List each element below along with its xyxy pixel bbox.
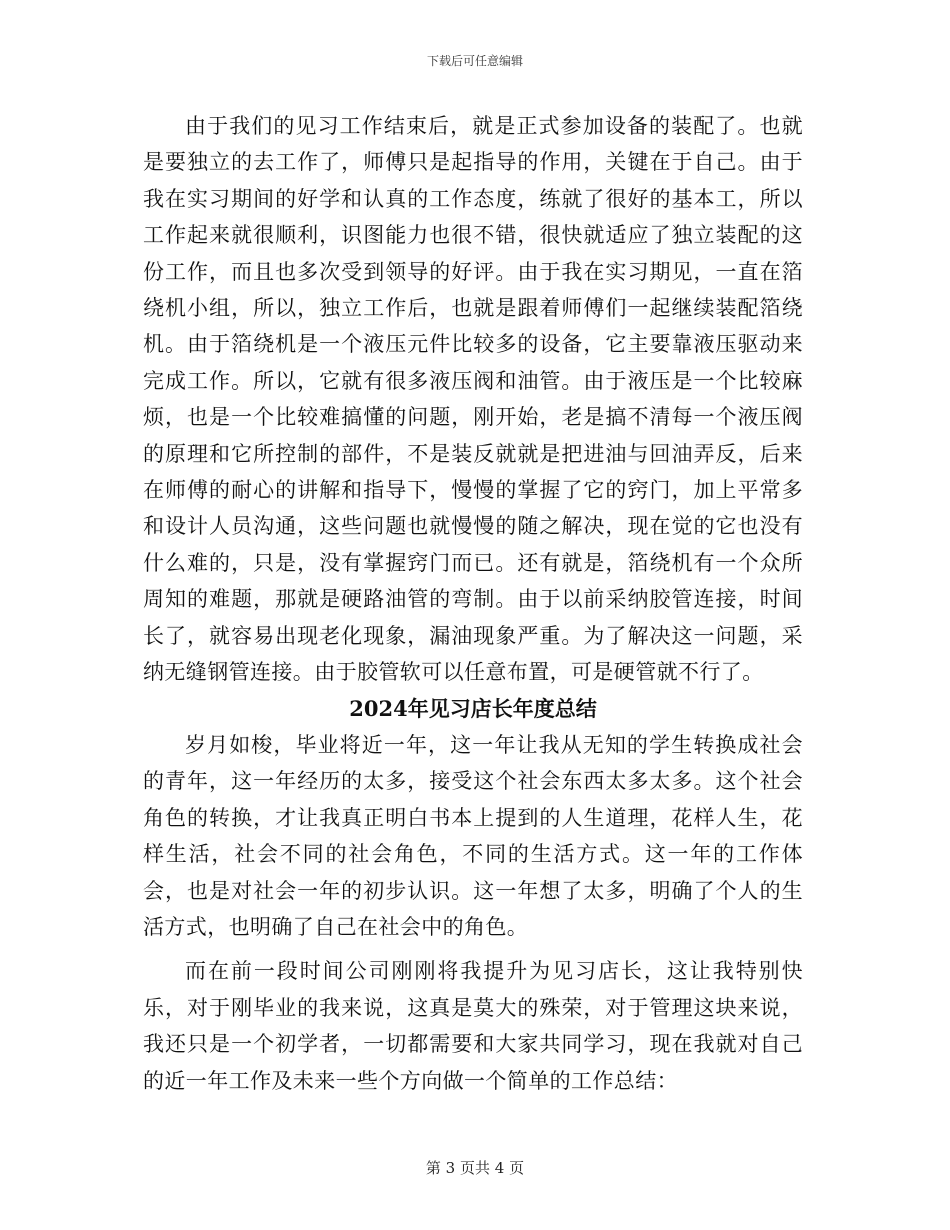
document-body [143, 108, 803, 1099]
paragraph: 而在前一段时间公司刚刚将我提升为见习店长，这让我特别快乐，对于刚毕业的我来说，这真是莫大的殊荣，对于管理这块来说，我还只是一个初学者，一切都需要和大家共同学习，现在我就对自己的近一年工作及未来一些个方向做一个简单的工作总结： [143, 959, 803, 1093]
paragraph: 由于我们的见习工作结束后，就是正式参加设备的装配了。也就是要独立的去工作了，师傅只是起指导的作用，关键在于自己。由于我在实习期间的好学和认真的工作态度，练就了很好的基本工，所以工作起来就很顺利，识图能力也很不错，很快就适应了独立装配的这份工作，而且也多次受到领导的好评。由于我在实习期见，一直在箔绕机小组，所以，独立工作后，也就是跟着师傅们一起继续装配箔绕机。由于箔绕机是一个液压元件比较多的设备，它主要靠液压驱动来完成工作。所以，它就有很多液压阀和油管。由于液压是一个比较麻烦，也是一个比较难搞懂的问题，刚开始，老是搞不清每一个液压阀的原理和它所控制的部件，不是装反就就是把进油与回油弄反，后来在师傅的耐心的讲解和指导下，慢慢的掌握了它的窍门，加上平常多和设计人员沟通，这些问题也就慢慢的随之解决，现在觉的它也没有什么难的，只是，没有掌握窍门而已。还有就是，箔绕机有一个众所周知的难题，那就是硬路油管的弯制。由于以前采纳胶管连接，时间长了，就容易出现老化现象，漏油现象严重。为了解决这一问题，采纳无缝钢管连接。由于胶管软可以任意布置，可是硬管就不行了。 [143, 114, 803, 685]
paragraph: 岁月如梭，毕业将近一年，这一年让我从无知的学生转换成社会的青年，这一年经历的太多，接受这个社会东西太多太多。这个社会角色的转换，才让我真正明白书本上提到的人生道理，花样人生，花样生活，社会不同的社会角色，不同的生活方式。这一年的工作体会，也是对社会一年的初步认识。这一年想了太多，明确了个人的生活方式，也明确了自己在社会中的角色。 [143, 732, 803, 939]
page-number: 第 3 页共 4 页 [425, 1159, 525, 1177]
section-title: 2024年见习店长年度总结 [349, 695, 597, 721]
header-note: 下载后可任意编辑 [426, 54, 523, 68]
